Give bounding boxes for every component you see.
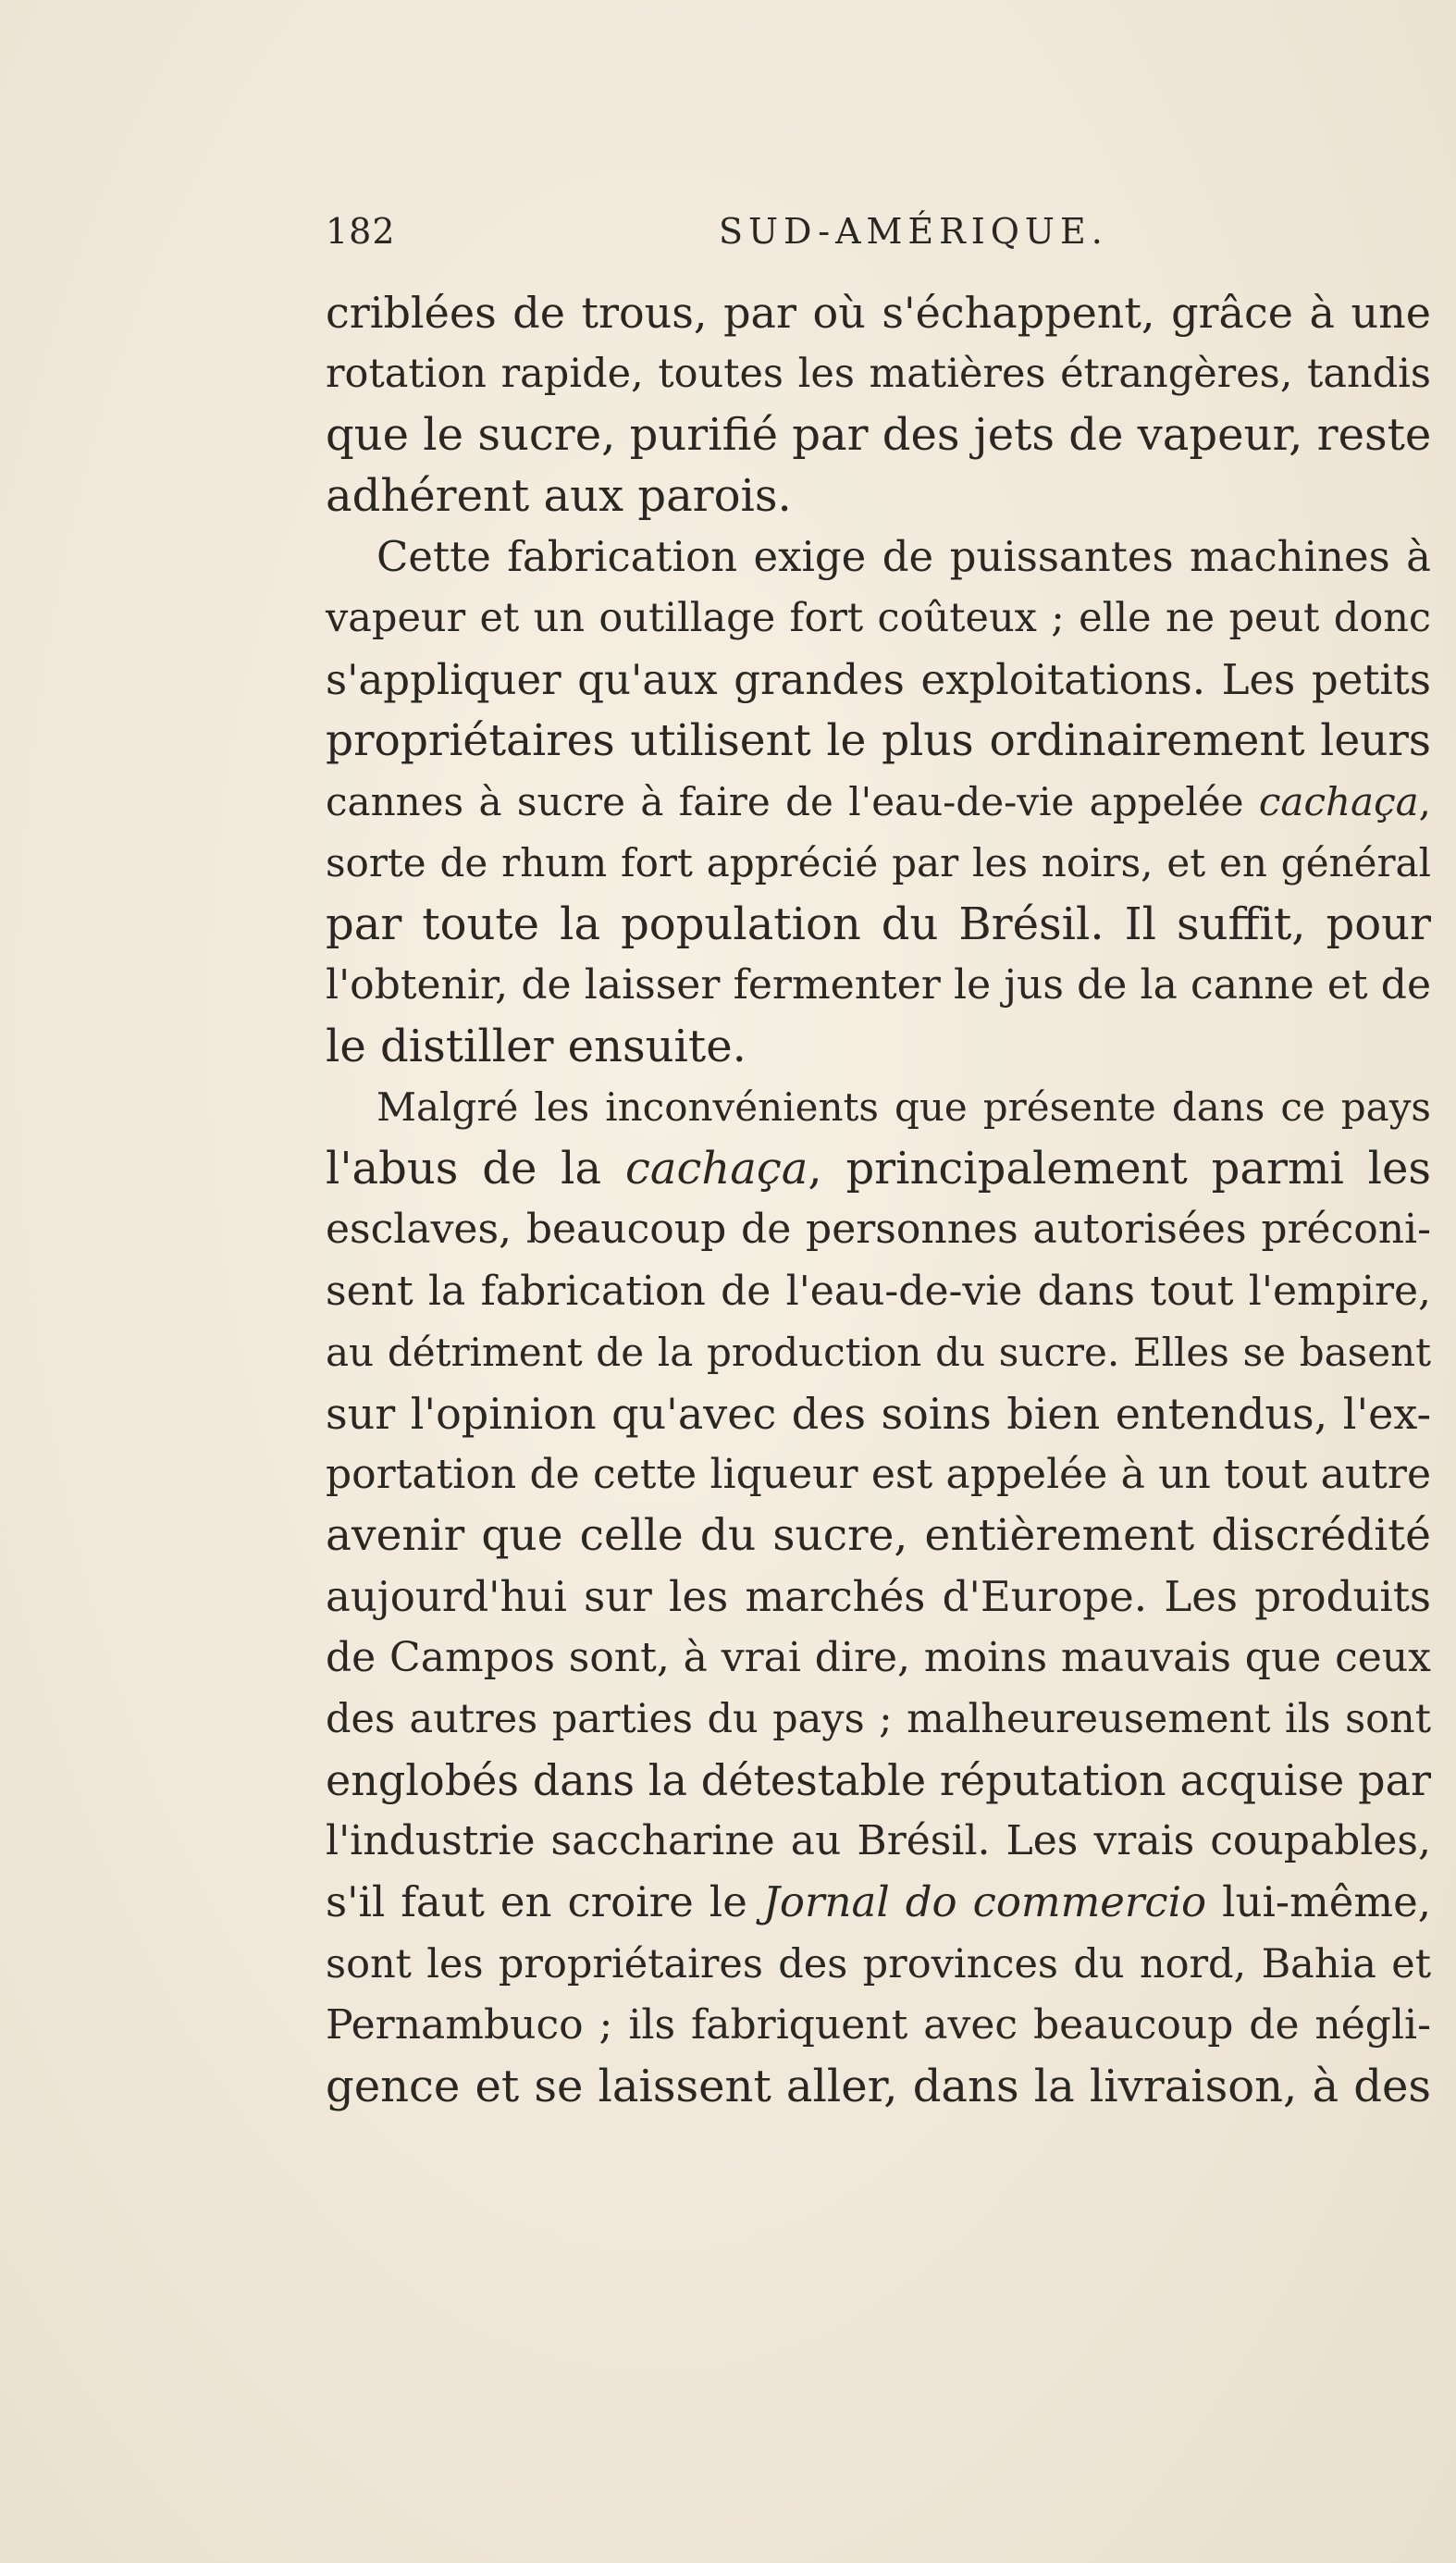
text-line: l'abus de la cachaça, principalement parmi les: [326, 1143, 1431, 1195]
text-line: sorte de rhum fort apprécié par les noirs, et en général: [326, 839, 1431, 885]
text-line: Cette fabrication exige de puissantes machines à: [376, 532, 1431, 582]
running-title: SUD-AMÉRIQUE.: [719, 211, 1108, 252]
text-line: rotation rapide, toutes les matières étrangères, tandis: [326, 351, 1431, 398]
text-line: l'obtenir, de laisser fermenter le jus de la canne et de: [326, 961, 1431, 1009]
text-line: que le sucre, purifié par des jets de vapeur, reste: [326, 409, 1432, 462]
text-line: sent la fabrication de l'eau-de-vie dans tout l'empire,: [326, 1267, 1431, 1315]
text-line: criblées de trous, par où s'échappent, grâce à une: [326, 288, 1431, 338]
text-line: cannes à sucre à faire de l'eau-de-vie appelée cachaça,: [326, 778, 1431, 824]
text-line: adhérent aux parois.: [326, 470, 792, 523]
page-number: 182: [326, 211, 396, 252]
text-line: aujourd'hui sur les marchés d'Europe. Les produits: [326, 1571, 1431, 1621]
text-line: englobés dans la détestable réputation acquise par: [326, 1755, 1431, 1806]
text-line: avenir que celle du sucre, entièrement discrédité: [326, 1509, 1431, 1561]
text-line: sur l'opinion qu'avec des soins bien entendus, l'ex-: [326, 1388, 1431, 1439]
text-line: au détriment de la production du sucre. Elles se basent: [326, 1329, 1431, 1375]
text-line: Pernambuco ; ils fabriquent avec beaucoup de négli-: [326, 2000, 1431, 2049]
text-line: gence et se laissent aller, dans la livraison, à des: [326, 2060, 1431, 2112]
text-line: vapeur et un outillage fort coûteux ; elle ne peut donc: [326, 595, 1431, 642]
text-line: le distiller ensuite.: [326, 1021, 747, 1073]
text-line: s'il faut en croire le Jornal do commercio lui-même,: [326, 1877, 1432, 1927]
body-text: [326, 282, 1431, 2117]
text-line: par toute la population du Brésil. Il suffit, pour: [326, 898, 1431, 950]
text-line: Malgré les inconvénients que présente dans ce pays: [376, 1084, 1431, 1131]
text-line: s'appliquer qu'aux grandes exploitations. Les petits: [326, 654, 1431, 704]
text-line: l'industrie saccharine au Brésil. Les vrais coupables,: [326, 1817, 1431, 1865]
text-line: esclaves, beaucoup de personnes autorisées préconi-: [326, 1206, 1431, 1254]
text-line: de Campos sont, à vrai dire, moins mauvais que ceux: [326, 1634, 1431, 1682]
text-line: propriétaires utilisent le plus ordinairement leurs: [326, 714, 1431, 766]
text-line: sont les propriétaires des provinces du nord, Bahia et: [326, 1940, 1431, 1987]
page-header: [326, 211, 1419, 266]
text-line: portation de cette liqueur est appelée à un tout autre: [326, 1450, 1431, 1498]
text-line: des autres parties du pays ; malheureusement ils sont: [326, 1696, 1431, 1743]
